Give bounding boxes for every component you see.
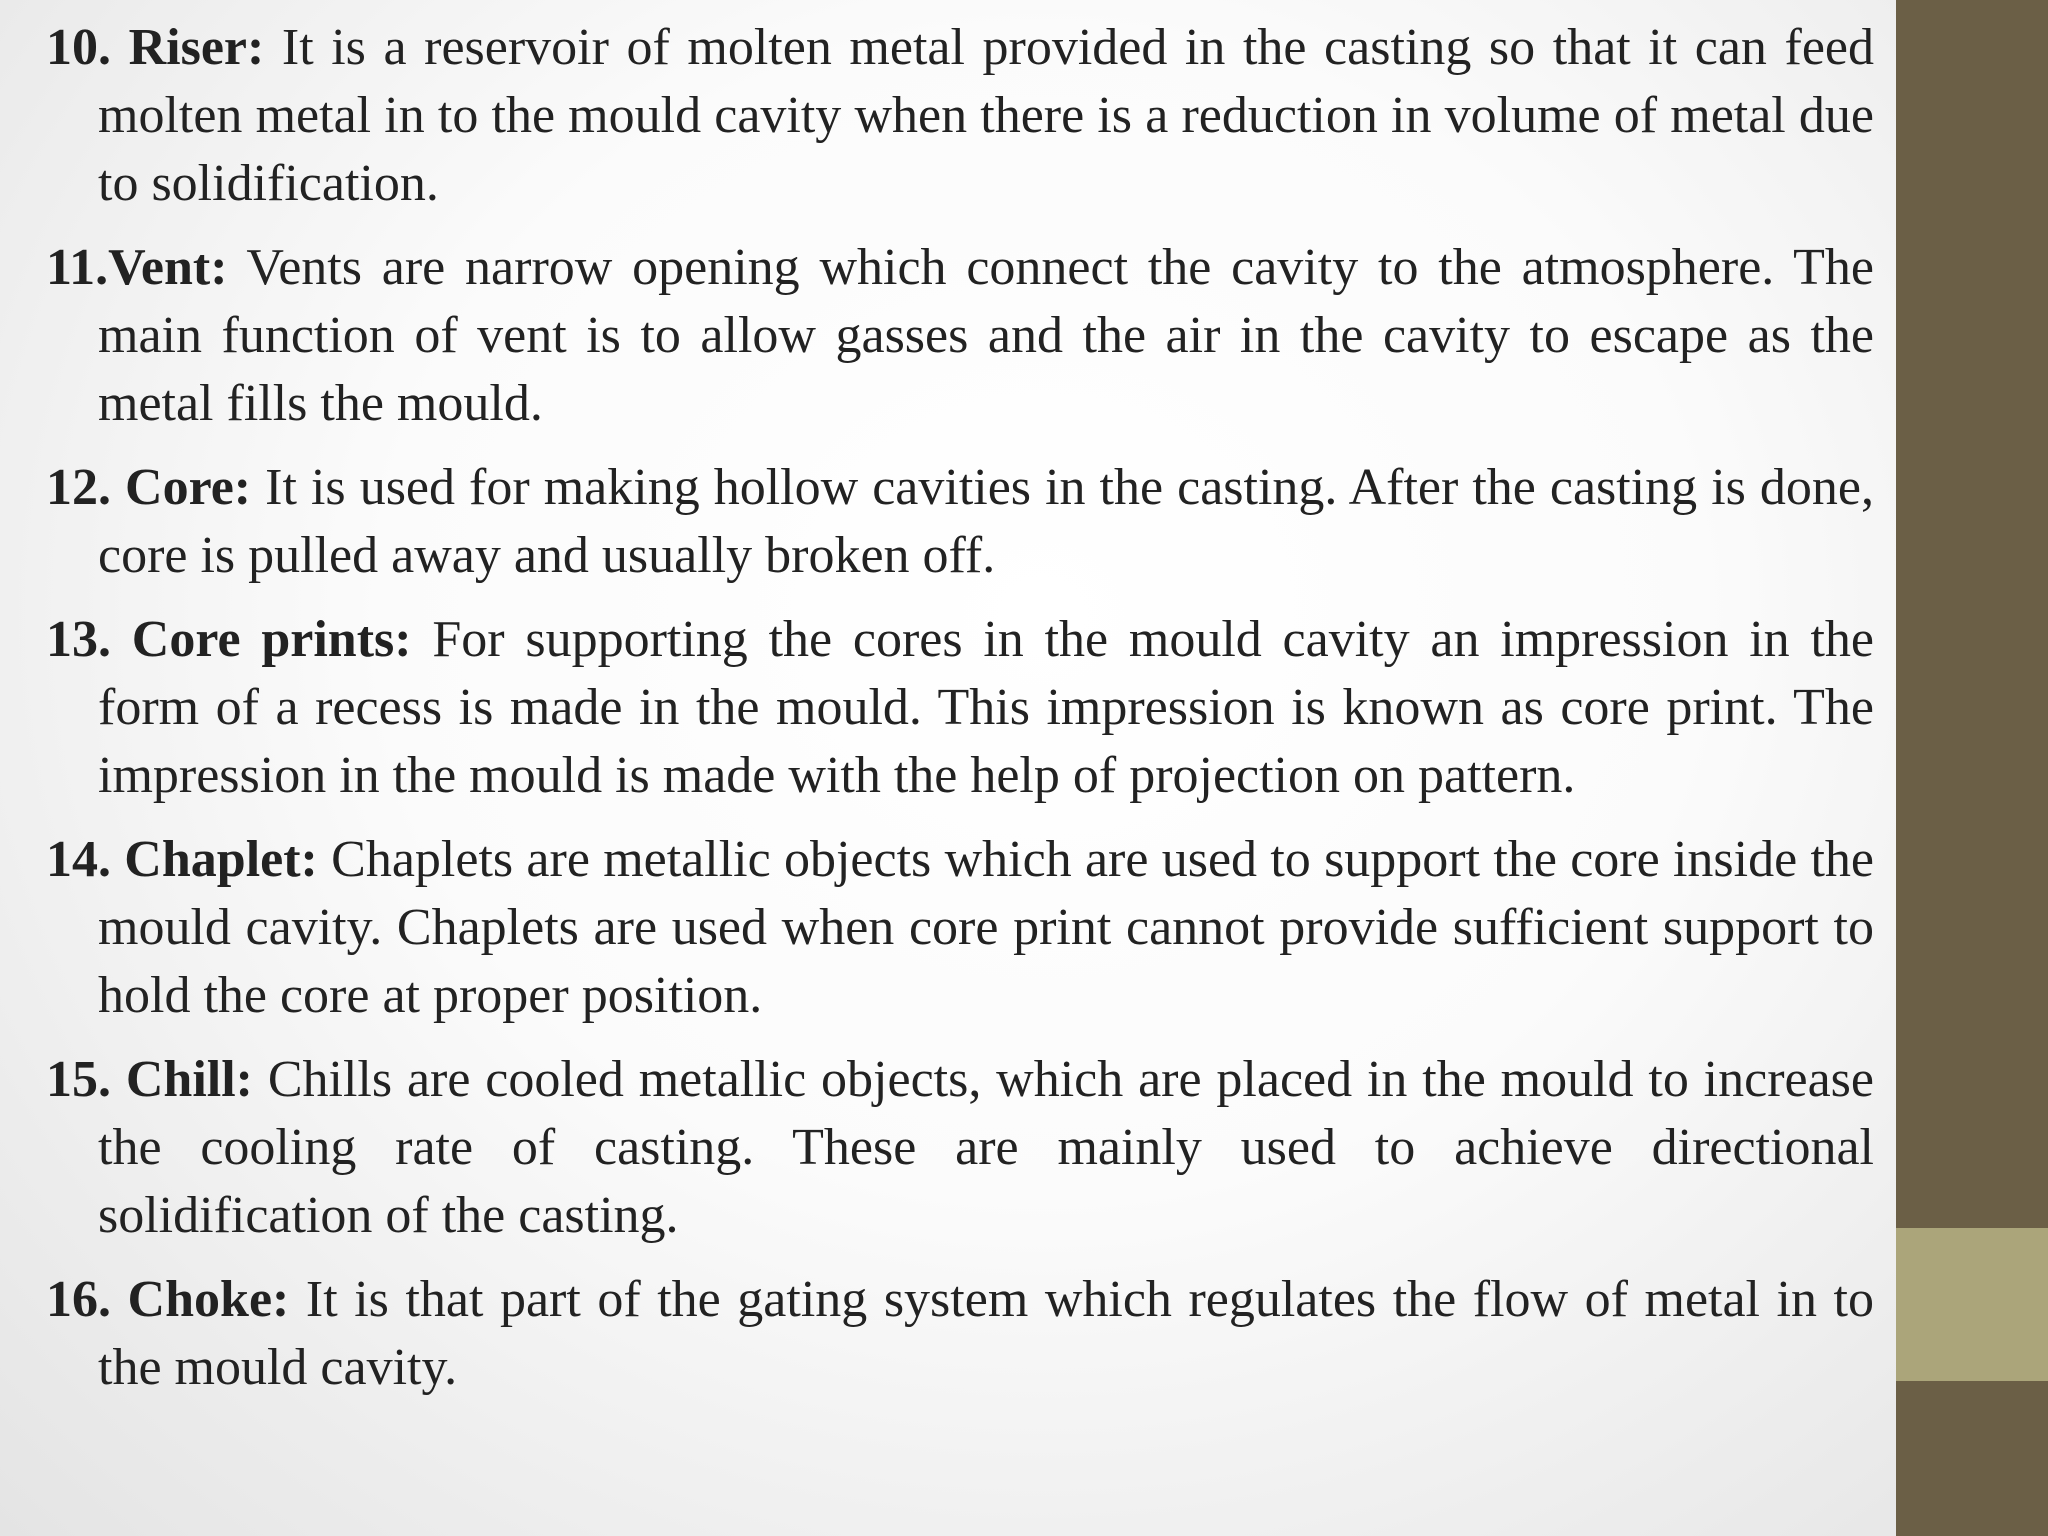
term-chill — [46, 1046, 1874, 1250]
term-definition: Chaplets are metallic objects which are used to support the core inside the mould cavity. Chaplets are used when core print cannot provide sufficient support to hold the core at proper position. — [98, 831, 1874, 1024]
term-chaplet — [46, 826, 1874, 1030]
term-title: 14. Chaplet: — [46, 831, 318, 888]
term-title: 16. Choke: — [46, 1271, 290, 1328]
term-definition: It is that part of the gating system which regulates the flow of metal in to the mould cavity. — [98, 1271, 1874, 1396]
term-riser — [46, 14, 1874, 218]
term-title: 11.Vent: — [46, 239, 228, 296]
term-definition: It is used for making hollow cavities in the casting. After the casting is done, core is pulled away and usually broken off. — [98, 459, 1875, 584]
term-core — [46, 454, 1874, 590]
decorative-sidebar-accent — [1896, 1228, 2048, 1381]
term-definition: Chills are cooled metallic objects, which are placed in the mould to increase the cooling rate of casting. These are mainly used to achieve directional solidification of the casting. — [98, 1051, 1874, 1244]
term-definition: It is a reservoir of molten metal provided in the casting so that it can feed molten metal in to the mould cavity when there is a reduction in volume of metal due to solidification. — [98, 19, 1874, 212]
term-title: 15. Chill: — [46, 1051, 253, 1108]
term-choke — [46, 1266, 1874, 1402]
term-core-prints — [46, 606, 1874, 810]
term-title: 13. Core prints: — [46, 611, 412, 668]
term-vent — [46, 234, 1874, 438]
term-title: 10. Riser: — [46, 19, 265, 76]
slide-content — [46, 14, 1874, 1418]
term-definition: Vents are narrow opening which connect the cavity to the atmosphere. The main function of vent is to allow gasses and the air in the cavity to escape as the metal fills the mould. — [98, 239, 1874, 432]
term-title: 12. Core: — [46, 459, 252, 516]
term-definition: For supporting the cores in the mould cavity an impression in the form of a recess is made in the mould. This impression is known as core print. The impression in the mould is made with the help of projection on pattern. — [98, 611, 1874, 804]
